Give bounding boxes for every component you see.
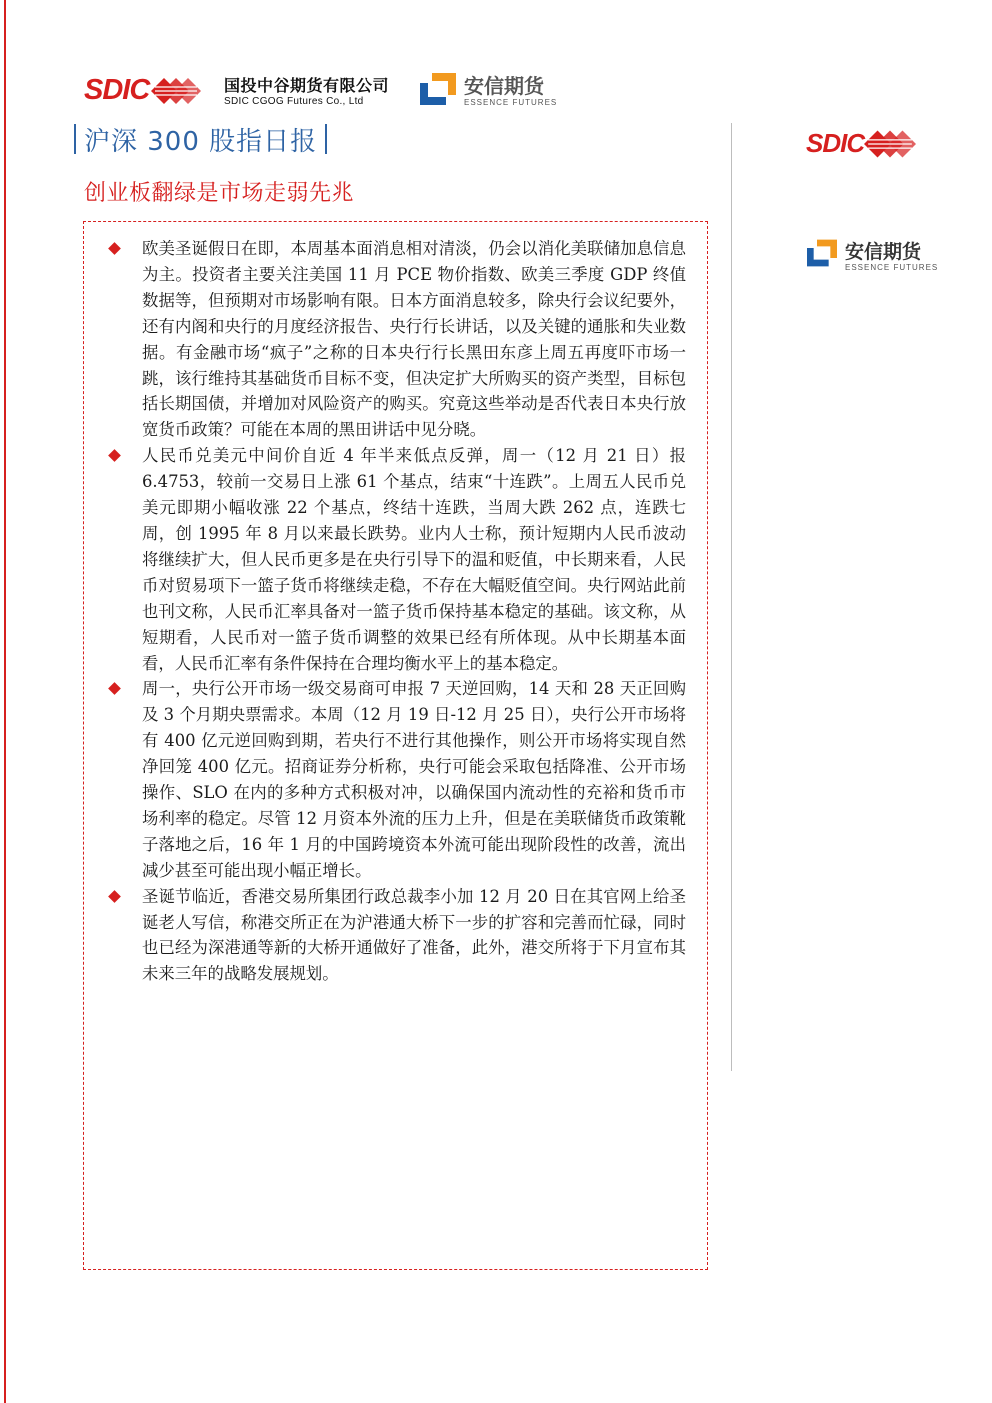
- bullet-item: [108, 884, 686, 988]
- bullet-text: 人民币兑美元中间价自近 4 年半来低点反弹，周一（12 月 21 日）报 6.4753，较前一交易日上涨 61 个基点，结束“十连跌”。上周五人民币兑美元即期小幅收涨 22 个基点，终结十连跌，当周大跌 262 点，连跌七周，创 1995 年 8 月以来最长跌势。业内人士称，预计短期内人民币波动将继续扩大，但人民币更多是在央行引导下的温和贬值，中长期来看，人民币对贸易项下一篮子货币将继续走稳，不存在大幅贬值空间。央行网站此前也刊文称，人民币汇率具备对一篮子货币保持基本稳定的基础。该文称，从短期看，人民币对一篮子货币调整的效果已经有所体现。从中长期基本面看，人民币汇率有条件保持在合理均衡水平上的基本稳定。: [142, 446, 686, 673]
- essence-name-cn: 安信期货: [464, 74, 544, 98]
- company-name-cn: 国投中谷期货有限公司: [224, 76, 390, 95]
- bullet-text: 欧美圣诞假日在即，本周基本面消息相对清淡，仍会以消化美联储加息信息为主。投资者主要关注美国 11 月 PCE 物价指数、欧美三季度 GDP 终值数据等，但预期对市场影响有限。日本方面消息较多，除央行会议纪要外，还有内阁和央行的月度经济报告、央行行长讲话，以及关键的通胀和失业数据。有金融市场“疯子”之称的日本央行行长黑田东彦上周五再度吓市场一跳，该行维持其基础货币目标不变，但决定扩大所购买的资产类型，目标包括长期国债，并增加对风险资产的购买。究竟这些举动是否代表日本央行放宽货币政策？可能在本周的黑田讲话中见分晓。: [142, 239, 686, 440]
- essence-name-en: ESSENCE FUTURES: [464, 98, 558, 107]
- sidebar-essence-logo: [807, 233, 938, 273]
- sdic-diamond-icon: [151, 78, 201, 104]
- red-diamond-bullet-icon: [108, 449, 121, 462]
- sdic-logo-text: SDIC: [84, 74, 150, 106]
- left-margin-rule: [4, 0, 6, 1403]
- report-title: [74, 122, 327, 156]
- sidebar-essence-name-cn: 安信期货: [845, 241, 922, 263]
- sidebar-essence-logo-icon: [807, 238, 837, 268]
- bullet-text: 周一，央行公开市场一级交易商可申报 7 天逆回购，14 天和 28 天正回购及 3 个月期央票需求。本周（12 月 19 日-12 月 25 日），央行公开市场将有 400 亿元逆回购到期，若央行不进行其他操作，则公开市场将实现自然净回笼 400 亿元。招商证券分析称，央行可能会采取包括降准、公开市场操作、SLO 在内的多种方式积极对冲，以确保国内流动性的充裕和货币市场利率的稳定。尽管 12 月资本外流的压力上升，但是在美联储货币政策靴子落地之后，16 年 1 月的中国跨境资本外流可能出现阶段性的改善，流出减少甚至可能出现小幅正增长。: [142, 679, 686, 880]
- sidebar-sdic-diamond-icon: [864, 130, 916, 158]
- red-diamond-bullet-icon: [108, 683, 121, 696]
- sidebar-divider: [731, 123, 732, 1071]
- report-subtitle: 创业板翻绿是市场走弱先兆: [84, 181, 355, 206]
- sidebar-sdic-logo-text: SDIC: [806, 128, 865, 158]
- title-bar-right: [325, 124, 327, 154]
- essence-logo-icon: [420, 73, 456, 105]
- header-company-name: [224, 76, 389, 108]
- bullet-item: [108, 236, 686, 443]
- bullet-item: [108, 676, 686, 883]
- sidebar-sdic-logo: [806, 128, 916, 159]
- report-title-text: 沪深 300 股指日报: [84, 126, 318, 157]
- red-diamond-bullet-icon: [108, 890, 121, 903]
- bullet-list: [108, 236, 686, 987]
- header-sdic-logo: [84, 74, 201, 107]
- header-essence-logo: [420, 70, 557, 107]
- bullet-text: 圣诞节临近，香港交易所集团行政总裁李小加 12 月 20 日在其官网上给圣诞老人写信，称港交所正在为沪港通大桥下一步的扩容和完善而忙碌，同时也已经为深港通等新的大桥开通做好了准备，此外，港交所将于下月宣布其未来三年的战略发展规划。: [142, 886, 686, 984]
- bullet-item: [108, 443, 686, 676]
- company-name-en: SDIC CGOG Futures Co., Ltd: [224, 96, 364, 107]
- red-diamond-bullet-icon: [108, 242, 121, 255]
- sidebar-essence-name-en: ESSENCE FUTURES: [845, 263, 939, 272]
